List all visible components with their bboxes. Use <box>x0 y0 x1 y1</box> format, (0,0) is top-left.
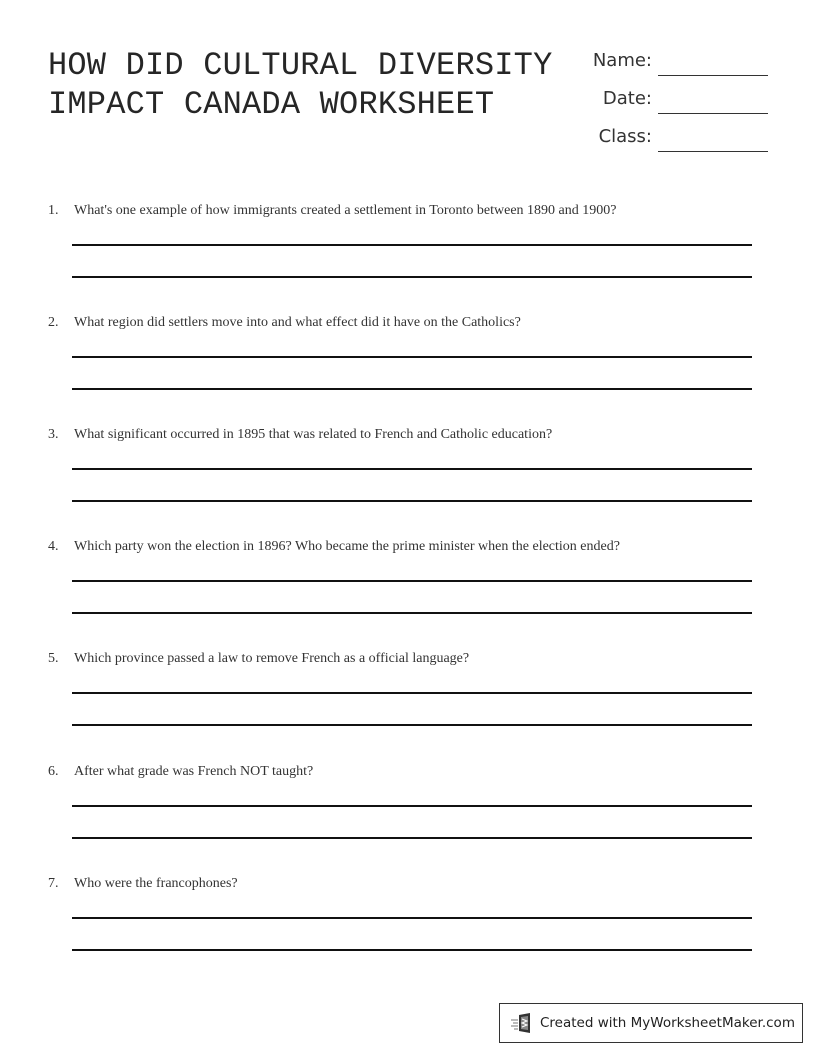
name-label: Name: <box>592 50 652 71</box>
class-input-line[interactable] <box>658 151 768 152</box>
question-text: Which party won the election in 1896? Who became the prime minister when the election ended? <box>74 539 620 554</box>
answer-line[interactable] <box>72 244 752 246</box>
answer-line[interactable] <box>72 468 752 470</box>
question-text: What's one example of how immigrants created a settlement in Toronto between 1890 and 1900? <box>74 203 617 218</box>
answer-line[interactable] <box>72 612 752 614</box>
class-label: Class: <box>598 126 652 147</box>
title-line-1: HOW DID CULTURAL DIVERSITY <box>48 47 553 84</box>
question-number: 7. <box>48 876 59 891</box>
question-6 <box>48 764 758 864</box>
answer-line[interactable] <box>72 805 752 807</box>
question-text: Who were the francophones? <box>74 876 238 891</box>
question-3 <box>48 427 758 527</box>
question-number: 5. <box>48 651 59 666</box>
title-line-2: IMPACT CANADA WORKSHEET <box>48 86 495 123</box>
question-7 <box>48 876 758 976</box>
question-number: 6. <box>48 764 59 779</box>
answer-line[interactable] <box>72 580 752 582</box>
answer-line[interactable] <box>72 276 752 278</box>
answer-line[interactable] <box>72 917 752 919</box>
question-text: After what grade was French NOT taught? <box>74 764 314 779</box>
date-field <box>560 86 770 116</box>
answer-line[interactable] <box>72 692 752 694</box>
name-input-line[interactable] <box>658 75 768 76</box>
question-2 <box>48 315 758 415</box>
created-with-text: Created with MyWorksheetMaker.com <box>540 1015 795 1031</box>
class-field <box>560 124 770 154</box>
date-label: Date: <box>602 88 652 109</box>
question-text: Which province passed a law to remove French as a official language? <box>74 651 470 666</box>
answer-line[interactable] <box>72 388 752 390</box>
page-title <box>48 46 552 124</box>
question-1 <box>48 203 758 303</box>
question-number: 2. <box>48 315 59 330</box>
question-text: What region did settlers move into and what effect did it have on the Catholics? <box>74 315 521 330</box>
question-number: 3. <box>48 427 59 442</box>
question-number: 1. <box>48 203 59 218</box>
answer-line[interactable] <box>72 724 752 726</box>
question-5 <box>48 651 758 751</box>
answer-line[interactable] <box>72 356 752 358</box>
date-input-line[interactable] <box>658 113 768 114</box>
answer-line[interactable] <box>72 949 752 951</box>
answer-line[interactable] <box>72 837 752 839</box>
question-number: 4. <box>48 539 59 554</box>
name-field <box>560 48 770 78</box>
created-with-badge[interactable] <box>499 1003 803 1043</box>
answer-line[interactable] <box>72 500 752 502</box>
question-4 <box>48 539 758 639</box>
worksheet-maker-logo-icon <box>510 1012 536 1034</box>
question-text: What significant occurred in 1895 that was related to French and Catholic education? <box>74 427 553 442</box>
